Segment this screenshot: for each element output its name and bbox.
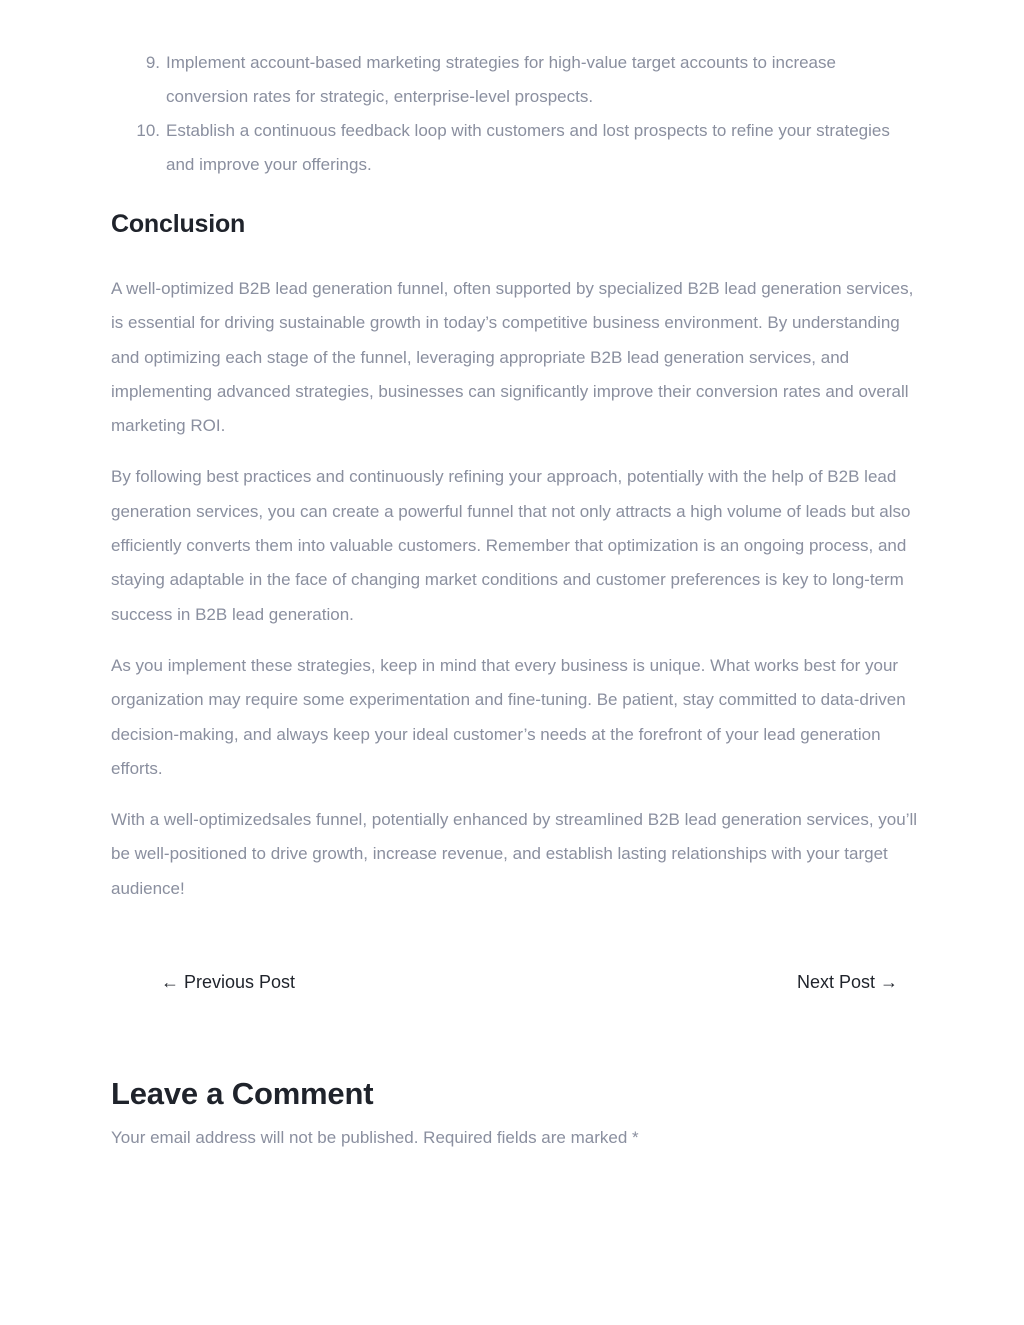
conclusion-body xyxy=(111,272,921,923)
post-navigation xyxy=(161,966,898,998)
list-item-text: Establish a continuous feedback loop with customers and lost prospects to refine your strategies and improve your offerings. xyxy=(166,121,890,174)
conclusion-paragraph: With a well-optimizedsales funnel, potentially enhanced by streamlined B2B lead generation services, you’ll be well-positioned to drive growth, increase revenue, and establish lasting relationships with your target audience! xyxy=(111,810,918,898)
conclusion-paragraph: By following best practices and continuously refining your approach, potentially with the help of B2B lead generation services, you can create a powerful funnel that not only attracts a high volume of leads but also efficiently converts them into valuable customers. Remember that optimization is an ongoing process, and staying adaptable in the face of changing market conditions and customer preferences is key to long-term success in B2B lead generation. xyxy=(111,467,911,624)
conclusion-paragraph: As you implement these strategies, keep in mind that every business is unique. What works best for your organization may require some experimentation and fine-tuning. Be patient, stay committed to data-driven decision-making, and always keep your ideal customer’s needs at the forefront of your lead generation efforts. xyxy=(111,655,906,778)
leave-comment-heading: Leave a Comment xyxy=(111,1076,374,1111)
strategy-list xyxy=(111,46,916,182)
list-item-number: 9. xyxy=(145,53,160,72)
list-item-text: Implement account-based marketing strategies for high-value target accounts to increase conversion rates for strategic, enterprise-level prospects. xyxy=(166,53,836,106)
list-item xyxy=(111,114,916,182)
list-item xyxy=(111,46,916,114)
previous-post-link[interactable]: ← Previous Post xyxy=(161,972,296,992)
next-post-link[interactable]: Next Post → xyxy=(796,972,898,992)
comment-notice: Your email address will not be published. Required fields are marked * xyxy=(111,1128,639,1147)
list-item-number: 10. xyxy=(136,121,160,140)
conclusion-heading: Conclusion xyxy=(111,210,246,238)
conclusion-paragraph: A well-optimized B2B lead generation funnel, often supported by specialized B2B lead generation services, is essential for driving sustainable growth in today’s competitive business environment. By understanding and optimizing each stage of the funnel, leveraging appropriate B2B lead generation services, and implementing advanced strategies, businesses can significantly improve their conversion rates and overall marketing ROI. xyxy=(111,279,914,436)
